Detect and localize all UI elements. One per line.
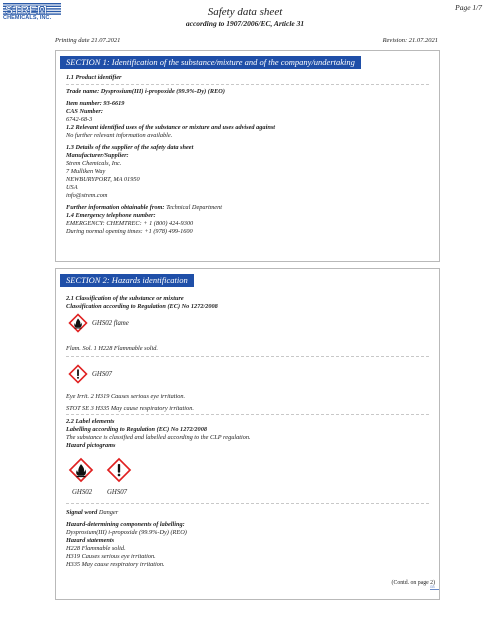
signal-word-value: Danger [98,509,119,516]
exclamation-pictogram-icon [106,457,132,483]
s1-line: Trade name: Dysprosium(III) i-propoxide (99.9%-Dy) (REO) [66,88,225,95]
s1-line-label: Further information obtainable from: [66,204,165,211]
s2-line: Hazard statements [66,537,115,544]
s1-line: Manufacturer/Supplier: [66,152,129,159]
logo-text: STREM [5,3,47,15]
section-1-heading: SECTION 1: Identification of the substance/mixture and of the company/undertaking [60,56,361,69]
s2-line: Classification according to Regulation (EC) No 1272/2008 [66,303,218,310]
s2-line: Hazard-determining components of labelling: [66,521,185,528]
s2-line: H319 Causes serious eye irritation. [66,553,156,560]
ghs02-flame-label: GHS02 flame [92,320,129,327]
s2-line: Flam. Sol. 1 H228 Flammable solid. [66,345,158,352]
s1-line [66,204,222,211]
continued-note: (Contd. on page 2) [391,580,435,586]
ghs07-caption: GHS07 [107,489,128,496]
s2-line: H228 Flammable solid. [66,545,126,552]
s1-line: 7 Mulliken Way [66,168,106,175]
s2-line: H335 May cause respiratory irritation. [66,561,165,568]
s2-line: Hazard pictograms [66,442,116,449]
ghs02-caption: GHS02 [72,489,93,496]
s1-line: info@strem.com [66,192,108,199]
s1-line: 1.2 Relevant identified uses of the substance or mixture and uses advised against [66,124,276,131]
s2-line: 2.1 Classification of the substance or mixture [66,295,184,302]
section-1-box [55,50,440,262]
divider [66,84,429,85]
document-subtitle: according to 1907/2006/EC, Article 31 [185,19,305,28]
s1-line: NEWBURYPORT, MA 01950 [66,176,140,183]
s2-line: Eye Irrit. 2 H319 Causes serious eye irritation. [66,393,186,400]
s1-line: CAS Number: [66,108,103,115]
s2-line: Labelling according to Regulation (EC) No 1272/2008 [66,426,207,433]
s1-line: During normal opening times: +1 (978) 499-1600 [66,228,193,235]
divider [66,356,429,357]
document-title: Safety data sheet [207,6,283,18]
divider [66,414,429,415]
printing-date: Printing date 21.07.2021 [55,37,121,44]
exclamation-pictogram-icon [68,364,88,384]
s2-line: 2.2 Label elements [66,418,115,425]
s1-line: 1.3 Details of the supplier of the safety data sheet [66,144,194,151]
ghs07-label: GHS07 [92,371,113,378]
page-number: Page 1/7 [455,3,482,12]
s1-line: USA [66,184,78,191]
section-2-heading: SECTION 2: Hazards identification [60,274,194,287]
s1-line: EMERGENCY: CHEMTREC: + 1 (800) 424-9300 [66,220,194,227]
s1-line: 6742-68-3 [66,116,93,123]
s2-line [66,509,118,516]
divider [66,503,429,504]
revision-date: Revision: 21.07.2021 [382,37,438,44]
s1-line: 1.4 Emergency telephone number: [66,212,156,219]
flame-pictogram-icon [68,313,88,333]
s1-line: Item number: 93-6619 [66,100,125,107]
s2-line: STOT SE 3 H335 May cause respiratory irritation. [66,405,194,412]
s2-line: Dysprosium(III) i-propoxide (99.9%-Dy) (REO) [66,529,187,536]
signal-word-label: Signal word [66,509,98,516]
flame-pictogram-icon [68,457,94,483]
s1-line: Strem Chemicals, Inc. [66,160,122,167]
logo-subtext: CHEMICALS, INC. [3,15,52,21]
s1-line: 1.1 Product identifier [66,74,122,81]
s1-line-value: Technical Department [166,204,222,211]
s1-line: No further relevant information available. [66,132,173,139]
language-mark: GB [430,585,435,589]
language-underline [430,589,439,593]
section-2-box [55,268,440,600]
s2-line: The substance is classified and labelled according to the CLP regulation. [66,434,251,441]
